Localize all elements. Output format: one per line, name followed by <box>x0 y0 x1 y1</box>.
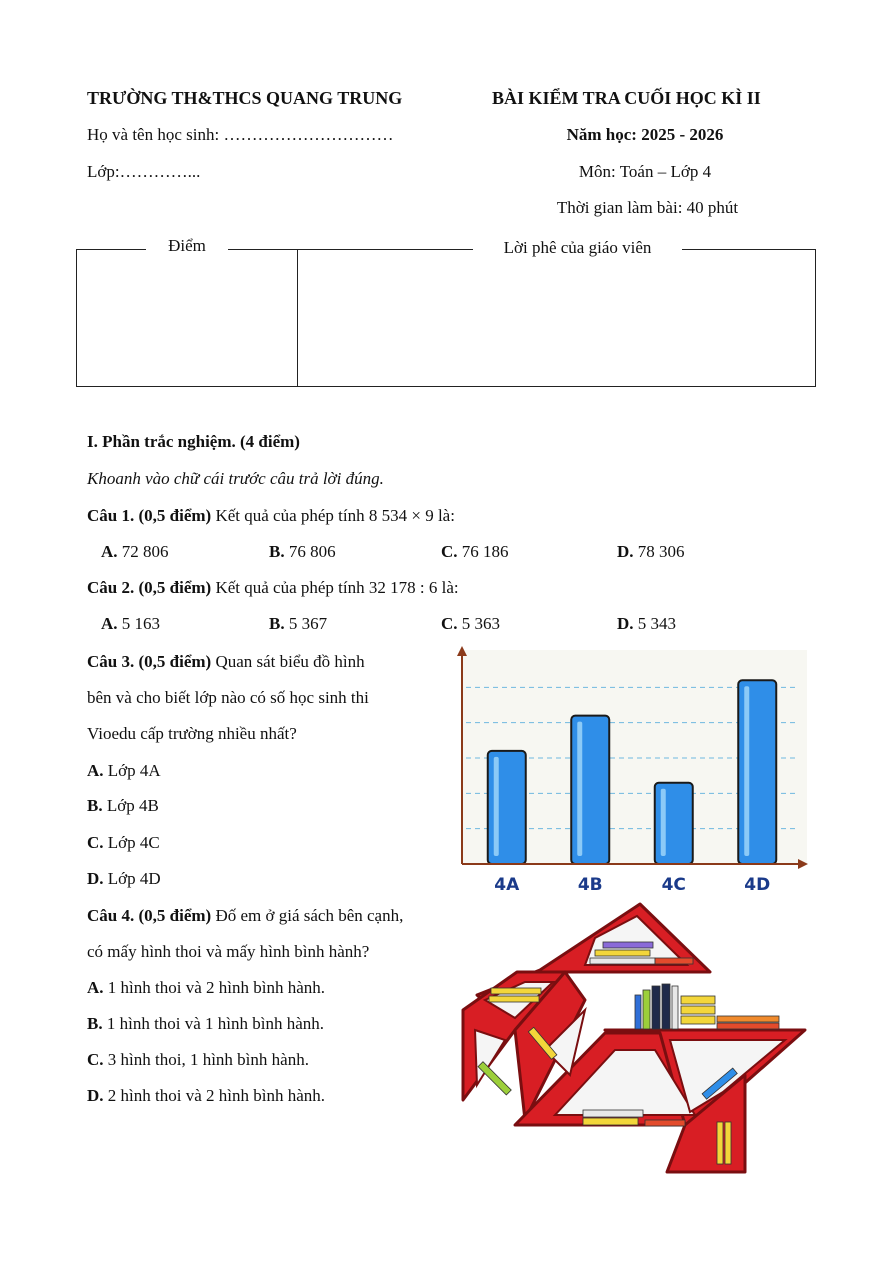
section-instruction: Khoanh vào chữ cái trước câu trả lời đúng. <box>87 469 384 488</box>
book <box>643 990 650 1029</box>
book <box>645 1120 685 1126</box>
bar-highlight <box>577 722 582 856</box>
book <box>583 1118 638 1125</box>
book <box>491 988 541 994</box>
x-tick-label: 4C <box>661 875 686 895</box>
teacher-comment-label: Lời phê của giáo viên <box>503 238 652 257</box>
q4-option-b[interactable]: B. 1 hình thoi và 1 hình bình hành. <box>87 1014 325 1033</box>
bar-4c <box>655 783 693 864</box>
question-1-text: Kết quả của phép tính 8 534 × 9 là: <box>211 506 455 525</box>
book <box>635 995 641 1029</box>
q3-option-d[interactable]: D. Lớp 4D <box>87 869 161 888</box>
book <box>672 986 678 1029</box>
q4-option-a[interactable]: A. 1 hình thoi và 2 hình bình hành. <box>87 978 325 997</box>
q4-option-c[interactable]: C. 3 hình thoi, 1 hình bình hành. <box>87 1050 309 1069</box>
book <box>717 1023 779 1029</box>
q2-option-a[interactable]: A. 5 163 <box>101 614 161 633</box>
question-2-label: Câu 2. (0,5 điểm) <box>87 578 212 597</box>
x-tick-label: 4A <box>494 875 520 895</box>
book <box>717 1016 779 1022</box>
book <box>681 1016 715 1024</box>
question-2 <box>87 578 459 598</box>
subject: Môn: Toán – Lớp 4 <box>578 162 712 181</box>
duration: Thời gian làm bài: 40 phút <box>556 198 739 217</box>
book <box>489 996 539 1002</box>
class-field: Lớp:…………... <box>87 162 201 181</box>
school-year: Năm học: 2025 - 2026 <box>566 125 724 144</box>
book <box>662 984 670 1029</box>
book <box>681 996 715 1004</box>
chart-tick-labels <box>494 875 770 895</box>
question-1 <box>87 506 455 526</box>
score-label: Điểm <box>168 236 206 255</box>
q1-option-b[interactable]: B. 76 806 <box>269 542 336 561</box>
question-3-line-3: Vioedu cấp trường nhiều nhất? <box>87 724 297 743</box>
book <box>583 1110 643 1117</box>
q3-option-b[interactable]: B. Lớp 4B <box>87 796 159 815</box>
q1-option-c[interactable]: C. 76 186 <box>441 542 509 561</box>
bar-4d <box>738 680 776 864</box>
q1-option-d[interactable]: D. 78 306 <box>617 542 685 561</box>
q4-option-d[interactable]: D. 2 hình thoi và 2 hình bình hành. <box>87 1086 325 1105</box>
bar-4a <box>488 751 526 864</box>
x-tick-label: 4B <box>577 875 603 895</box>
student-name-field: Họ và tên học sinh: ………………………… <box>87 125 394 144</box>
question-4-label: Câu 4. (0,5 điểm) <box>87 906 212 925</box>
school-name: TRƯỜNG TH&THCS QUANG TRUNG <box>87 88 403 108</box>
book <box>595 950 650 956</box>
question-1-label: Câu 1. (0,5 điểm) <box>87 506 212 525</box>
q3-option-c[interactable]: C. Lớp 4C <box>87 833 160 852</box>
q1-option-a[interactable]: A. 72 806 <box>101 542 169 561</box>
x-tick-label: 4D <box>744 875 771 895</box>
bookshelf-illustration <box>455 900 810 1178</box>
exam-title: BÀI KIỂM TRA CUỐI HỌC KÌ II <box>492 88 761 108</box>
question-3-label: Câu 3. (0,5 điểm) <box>87 652 212 671</box>
q2-option-d[interactable]: D. 5 343 <box>617 614 677 633</box>
q2-option-c[interactable]: C. 5 363 <box>441 614 501 633</box>
book <box>652 986 660 1029</box>
book <box>681 1006 715 1014</box>
question-3-line-2: bên và cho biết lớp nào có số học sinh thi <box>87 688 369 707</box>
question-4-line-2: có mấy hình thoi và mấy hình bình hành? <box>87 942 370 961</box>
book <box>478 1062 511 1095</box>
class-bar-chart <box>452 642 812 900</box>
section-title: I. Phần trắc nghiệm. (4 điểm) <box>87 432 300 451</box>
question-4: Câu 4. (0,5 điểm) Đố em ở giá sách bên cạnh, <box>87 906 404 925</box>
question-3: Câu 3. (0,5 điểm) Quan sát biểu đồ hình <box>87 652 365 671</box>
book <box>725 1122 731 1164</box>
question-2-text: Kết quả của phép tính 32 178 : 6 là: <box>211 578 459 597</box>
book <box>603 942 653 948</box>
bar-highlight <box>494 757 499 856</box>
q3-option-a[interactable]: A. Lớp 4A <box>87 761 161 780</box>
book <box>655 958 693 964</box>
bar-highlight <box>661 789 666 856</box>
book <box>717 1122 723 1164</box>
bar-highlight <box>744 686 749 856</box>
bar-4b <box>571 716 609 864</box>
q2-option-b[interactable]: B. 5 367 <box>269 614 328 633</box>
book <box>590 958 655 964</box>
